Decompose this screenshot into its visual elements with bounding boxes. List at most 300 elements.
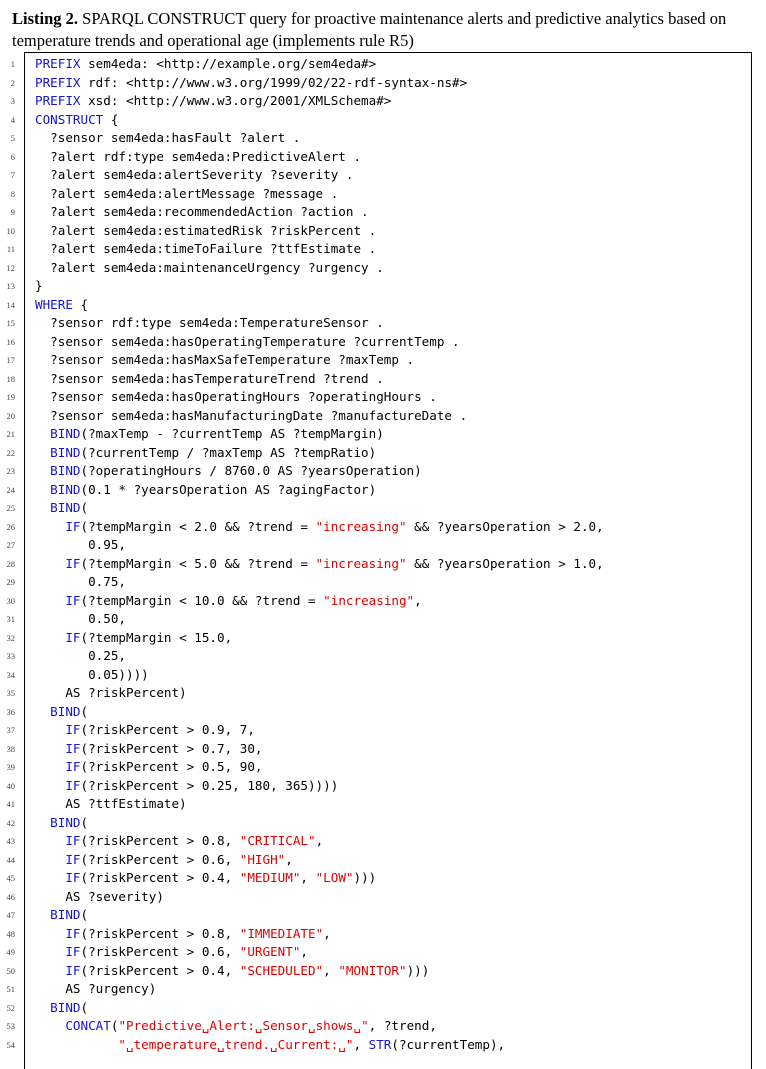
code-line	[6, 277, 751, 296]
code-keyword: IF	[65, 870, 81, 885]
code-token: ?sensor sem4eda:hasOperatingHours ?operatingHours .	[35, 389, 437, 404]
code-token: ?sensor sem4eda:hasFault ?alert .	[35, 130, 301, 145]
line-number: 10	[6, 225, 15, 236]
code-keyword: BIND	[50, 999, 81, 1015]
code-token: AS ?riskPercent)	[35, 685, 187, 700]
code-keyword: BIND	[50, 481, 81, 497]
code-text	[35, 296, 88, 315]
code-line	[6, 536, 751, 555]
line-number: 23	[6, 466, 15, 476]
code-token	[35, 963, 65, 978]
code-token: (?riskPercent > 0.5, 90,	[80, 759, 263, 774]
code-line	[6, 222, 751, 241]
code-token: ?alert sem4eda:maintenanceUrgency ?urgency .	[35, 259, 384, 275]
line-number: 2	[10, 77, 15, 88]
code-text	[35, 629, 232, 648]
code-token: )))	[353, 870, 377, 885]
code-string-literal: "MEDIUM"	[239, 870, 301, 885]
line-number: 13	[6, 281, 15, 291]
code-token: (	[80, 500, 89, 515]
code-line	[6, 462, 751, 481]
code-token: AS ?ttfEstimate)	[35, 796, 187, 811]
line-number: 29	[6, 577, 15, 587]
code-line	[6, 943, 751, 962]
code-text	[35, 92, 391, 111]
code-keyword: IF	[65, 740, 81, 756]
code-text	[35, 277, 43, 296]
code-text	[35, 573, 126, 592]
code-line	[6, 999, 751, 1018]
code-text	[35, 740, 263, 759]
code-text	[35, 888, 164, 907]
code-line	[6, 333, 751, 352]
code-text	[35, 795, 187, 814]
line-number: 26	[6, 521, 15, 532]
line-number: 34	[6, 669, 15, 680]
code-line	[6, 980, 751, 999]
line-number: 47	[6, 910, 15, 920]
code-text	[35, 925, 331, 944]
code-string-literal: "MONITOR"	[338, 962, 407, 978]
code-token: (?riskPercent > 0.4,	[80, 870, 240, 885]
listing-caption	[12, 8, 754, 52]
code-text	[35, 777, 338, 796]
code-token	[35, 926, 65, 941]
line-number: 36	[6, 706, 15, 717]
code-text	[35, 999, 88, 1018]
code-line	[6, 1036, 751, 1055]
line-number: 12	[6, 262, 15, 273]
code-line	[6, 481, 751, 500]
line-number: 32	[6, 632, 15, 643]
code-token	[35, 833, 65, 848]
code-text	[35, 610, 126, 629]
code-token	[35, 722, 65, 737]
code-token: (?currentTemp),	[391, 1036, 506, 1052]
code-token: (	[80, 999, 89, 1015]
code-token	[35, 556, 65, 571]
code-text	[35, 166, 353, 185]
code-string-literal: "IMMEDIATE"	[239, 925, 324, 941]
code-token: (?riskPercent > 0.8,	[80, 833, 240, 848]
code-token: (?currentTemp / ?maxTemp AS ?tempRatio)	[80, 444, 377, 460]
code-text	[35, 333, 460, 352]
line-number: 45	[6, 873, 15, 883]
code-line	[6, 962, 751, 981]
line-number: 3	[10, 96, 15, 106]
code-token: (	[80, 907, 89, 922]
code-token: }	[35, 278, 43, 293]
code-keyword: BIND	[50, 463, 81, 478]
code-token: (?tempMargin < 5.0 && ?trend =	[80, 555, 316, 571]
code-token: 0.95,	[35, 537, 126, 552]
code-token: (?riskPercent > 0.4,	[80, 962, 240, 978]
code-line	[6, 721, 751, 740]
code-line	[6, 499, 751, 518]
code-line	[6, 758, 751, 777]
code-text	[35, 758, 263, 777]
code-line	[10, 74, 751, 93]
code-text	[35, 592, 422, 611]
code-line	[6, 629, 751, 648]
line-number: 53	[6, 1021, 15, 1031]
code-token	[35, 870, 65, 885]
code-token	[35, 463, 50, 478]
code-token	[35, 426, 50, 441]
code-text	[35, 1017, 437, 1036]
code-token: ?sensor sem4eda:hasManufacturingDate ?manufactureDate .	[35, 407, 468, 423]
line-number: 42	[6, 817, 15, 828]
line-number: 41	[6, 799, 15, 809]
code-line	[6, 592, 751, 611]
code-text	[35, 721, 255, 740]
line-number: 48	[6, 928, 15, 939]
code-line	[10, 166, 751, 185]
code-token	[35, 1018, 65, 1033]
code-token: ,	[300, 944, 309, 959]
code-token: xsd: <http://www.w3.org/2001/XMLSchema#>	[80, 93, 392, 108]
line-number: 40	[6, 780, 15, 791]
line-number: 21	[6, 429, 15, 439]
code-token	[35, 907, 50, 922]
code-token	[35, 445, 50, 460]
code-token	[35, 593, 65, 608]
code-text	[35, 444, 376, 463]
code-token: (?riskPercent > 0.9, 7,	[80, 722, 255, 737]
code-line	[6, 314, 751, 333]
code-token	[35, 815, 50, 830]
code-line	[10, 92, 751, 111]
code-token: rdf: <http://www.w3.org/1999/02/22-rdf-syntax-ns#>	[80, 74, 468, 90]
code-keyword: IF	[65, 592, 81, 608]
code-keyword: PREFIX	[35, 93, 81, 108]
code-string-literal: "LOW"	[315, 870, 354, 885]
code-line	[6, 351, 751, 370]
code-text	[35, 647, 126, 666]
code-token: (?operatingHours / 8760.0 AS ?yearsOperation)	[80, 463, 422, 478]
code-line	[10, 203, 751, 222]
code-text	[35, 832, 323, 851]
line-number: 5	[10, 133, 15, 143]
line-number: 50	[6, 965, 15, 976]
code-token: && ?yearsOperation > 1.0,	[406, 555, 604, 571]
line-number: 15	[6, 318, 15, 328]
code-text	[35, 351, 414, 370]
code-token: ,	[323, 962, 339, 978]
code-string-literal: "␣temperature␣trend.␣Current:␣"	[118, 1036, 354, 1052]
code-token: AS ?urgency)	[35, 981, 157, 996]
line-number: 16	[6, 336, 15, 347]
code-token: ?sensor rdf:type sem4eda:TemperatureSensor .	[35, 315, 384, 330]
code-token: AS ?severity)	[35, 888, 164, 904]
code-keyword: BIND	[50, 703, 81, 719]
code-keyword: BIND	[50, 444, 81, 460]
code-text	[35, 111, 118, 130]
code-text	[35, 1036, 505, 1055]
line-number: 43	[6, 836, 15, 846]
code-text	[35, 481, 376, 500]
code-listing	[6, 52, 752, 1069]
code-keyword: IF	[65, 851, 81, 867]
code-token: ?alert rdf:type sem4eda:PredictiveAlert .	[35, 148, 362, 164]
code-text	[35, 684, 187, 703]
code-line	[6, 851, 751, 870]
code-keyword: IF	[65, 518, 81, 534]
code-text	[35, 536, 126, 555]
code-string-literal: "Predictive␣Alert:␣Sensor␣shows␣"	[118, 1018, 369, 1033]
code-line	[6, 444, 751, 463]
code-token: ?sensor sem4eda:hasMaxSafeTemperature ?maxTemp .	[35, 352, 415, 367]
code-token: {	[72, 296, 89, 312]
code-line	[6, 388, 751, 407]
code-string-literal: "SCHEDULED"	[239, 962, 324, 978]
code-token: 0.25,	[35, 648, 126, 663]
code-line	[6, 296, 751, 315]
code-keyword: STR	[368, 1036, 392, 1052]
listing-label: Listing 2.	[12, 9, 79, 28]
code-line	[6, 370, 751, 389]
code-token: ,	[285, 851, 293, 867]
code-token: ,	[414, 592, 422, 608]
code-text	[35, 869, 376, 888]
code-line	[6, 814, 751, 833]
code-token: (?riskPercent > 0.6,	[80, 944, 240, 959]
code-token	[35, 1000, 50, 1015]
code-keyword: IF	[65, 962, 81, 978]
code-token: ?alert sem4eda:alertSeverity ?severity .	[35, 167, 354, 182]
line-number: 39	[6, 762, 15, 772]
code-line	[6, 906, 751, 925]
line-number: 24	[6, 484, 15, 495]
code-keyword: IF	[65, 925, 81, 941]
code-line	[6, 832, 751, 851]
code-token	[35, 482, 50, 497]
code-keyword: BIND	[50, 500, 81, 515]
line-number: 17	[6, 355, 15, 365]
code-line	[6, 869, 751, 888]
code-keyword: PREFIX	[35, 74, 81, 90]
line-number: 30	[6, 595, 15, 606]
code-line	[6, 795, 751, 814]
code-token	[35, 741, 65, 756]
code-token: ,	[300, 870, 316, 885]
code-text	[35, 943, 308, 962]
code-token: , ?trend,	[368, 1018, 437, 1033]
listing-caption-text: SPARQL CONSTRUCT query for proactive maintenance alerts and predictive analytics based on temperature trends and operational age (implements rule R5)	[12, 9, 727, 50]
code-token: (?riskPercent > 0.25, 180, 365))))	[80, 777, 339, 793]
code-line	[10, 55, 751, 74]
code-line	[6, 888, 751, 907]
code-line	[6, 925, 751, 944]
code-line	[10, 111, 751, 130]
line-number: 44	[6, 854, 15, 865]
code-keyword: CONSTRUCT	[35, 111, 104, 127]
code-text	[35, 407, 467, 426]
code-token: 0.05))))	[35, 666, 149, 682]
line-number: 20	[6, 410, 15, 421]
code-token: ?alert sem4eda:alertMessage ?message .	[35, 185, 339, 201]
code-token: (?riskPercent > 0.6,	[80, 851, 240, 867]
code-line	[10, 185, 751, 204]
code-token: 0.50,	[35, 611, 126, 626]
code-token: (?riskPercent > 0.8,	[80, 925, 240, 941]
code-text	[35, 980, 156, 999]
code-token	[35, 778, 65, 793]
code-text	[35, 129, 300, 148]
code-line	[6, 407, 751, 426]
code-text	[35, 703, 88, 722]
code-token: (	[80, 814, 89, 830]
code-text	[35, 851, 293, 870]
code-line	[6, 555, 751, 574]
code-line	[10, 129, 751, 148]
line-number: 22	[6, 447, 15, 458]
line-number: 35	[6, 688, 15, 698]
code-token: (?riskPercent > 0.7, 30,	[80, 740, 263, 756]
line-number: 31	[6, 614, 15, 624]
code-token: 0.75,	[35, 574, 126, 589]
code-line	[6, 1017, 751, 1036]
line-number: 38	[6, 743, 15, 754]
code-text	[35, 148, 361, 167]
line-number: 51	[6, 984, 15, 994]
code-token: ,	[353, 1036, 369, 1052]
code-keyword: BIND	[50, 814, 81, 830]
line-number: 27	[6, 540, 15, 550]
code-token	[35, 1037, 118, 1052]
code-text	[35, 425, 384, 444]
code-token: (?tempMargin < 2.0 && ?trend =	[80, 518, 316, 534]
code-token	[35, 704, 50, 719]
code-text	[35, 962, 429, 981]
code-keyword: IF	[65, 944, 81, 959]
line-number: 52	[6, 1002, 15, 1013]
code-text	[35, 388, 437, 407]
code-text	[35, 518, 604, 537]
code-token: (	[80, 703, 89, 719]
code-token: (	[110, 1018, 119, 1033]
code-string-literal: "CRITICAL"	[239, 833, 316, 848]
code-keyword: BIND	[50, 426, 81, 441]
code-text	[35, 462, 422, 481]
code-line	[10, 148, 751, 167]
code-text	[35, 55, 376, 74]
code-keyword: IF	[65, 629, 81, 645]
code-text	[35, 203, 369, 222]
code-string-literal: "URGENT"	[239, 944, 301, 959]
line-number: 1	[10, 59, 15, 69]
code-token: ?alert sem4eda:estimatedRisk ?riskPercent .	[35, 222, 377, 238]
code-line	[6, 684, 751, 703]
code-token: {	[103, 111, 119, 127]
line-number: 33	[6, 651, 15, 661]
code-token: (?maxTemp - ?currentTemp AS ?tempMargin)	[80, 426, 384, 441]
code-token	[35, 630, 65, 645]
code-token	[35, 500, 50, 515]
code-string-literal: "increasing"	[315, 518, 407, 534]
code-keyword: IF	[65, 555, 81, 571]
code-keyword: PREFIX	[35, 56, 81, 71]
code-text	[35, 814, 88, 833]
code-text	[35, 240, 376, 259]
line-number: 4	[10, 114, 15, 125]
code-token	[35, 944, 65, 959]
code-line	[6, 740, 751, 759]
line-number: 46	[6, 891, 15, 902]
code-token: sem4eda: <http://example.org/sem4eda#>	[80, 56, 377, 71]
code-text	[35, 74, 467, 93]
line-number: 28	[6, 558, 15, 569]
code-text	[35, 314, 384, 333]
code-line	[6, 240, 751, 259]
code-keyword: IF	[65, 722, 81, 737]
code-line	[6, 666, 751, 685]
code-token: (?tempMargin < 10.0 && ?trend =	[80, 592, 324, 608]
code-token: )))	[406, 962, 430, 978]
code-string-literal: "increasing"	[315, 555, 407, 571]
code-token	[35, 759, 65, 774]
code-token: ?alert sem4eda:timeToFailure ?ttfEstimate .	[35, 241, 377, 256]
line-number: 18	[6, 373, 15, 384]
code-text	[35, 185, 338, 204]
code-text	[35, 499, 88, 518]
line-number: 7	[10, 170, 15, 180]
line-number: 37	[6, 725, 15, 735]
code-text	[35, 370, 384, 389]
code-keyword: IF	[65, 759, 81, 774]
code-token: (0.1 * ?yearsOperation AS ?agingFactor)	[80, 481, 377, 497]
code-text	[35, 259, 384, 278]
line-number: 11	[6, 244, 15, 254]
code-token	[35, 519, 65, 534]
line-number: 9	[10, 207, 15, 217]
line-number: 25	[6, 503, 15, 513]
code-keyword: IF	[65, 833, 81, 848]
code-line	[6, 703, 751, 722]
code-keyword: WHERE	[35, 296, 73, 312]
code-token: ,	[315, 833, 324, 848]
code-text	[35, 906, 88, 925]
code-keyword: IF	[65, 777, 81, 793]
code-keyword: BIND	[50, 907, 81, 922]
code-token	[35, 852, 65, 867]
line-number: 8	[10, 188, 15, 199]
code-token: ?alert sem4eda:recommendedAction ?action .	[35, 204, 369, 219]
line-number: 14	[6, 299, 15, 310]
code-line	[6, 259, 751, 278]
code-text	[35, 555, 604, 574]
code-string-literal: "HIGH"	[239, 851, 286, 867]
code-line	[6, 425, 751, 444]
line-number: 19	[6, 392, 15, 402]
code-text	[35, 666, 149, 685]
code-line	[6, 573, 751, 592]
code-token: ,	[323, 925, 331, 941]
code-keyword: CONCAT	[65, 1018, 111, 1033]
code-token: ?sensor sem4eda:hasTemperatureTrend ?trend .	[35, 370, 384, 386]
code-line	[6, 777, 751, 796]
code-line	[6, 647, 751, 666]
code-token: && ?yearsOperation > 2.0,	[406, 518, 604, 534]
line-number: 6	[10, 151, 15, 162]
code-string-literal: "increasing"	[323, 592, 415, 608]
line-number: 54	[6, 1039, 15, 1050]
line-number: 49	[6, 947, 15, 957]
code-token: (?tempMargin < 15.0,	[80, 629, 233, 645]
code-token: ?sensor sem4eda:hasOperatingTemperature ?currentTemp .	[35, 333, 460, 349]
code-line	[6, 610, 751, 629]
code-line	[6, 518, 751, 537]
